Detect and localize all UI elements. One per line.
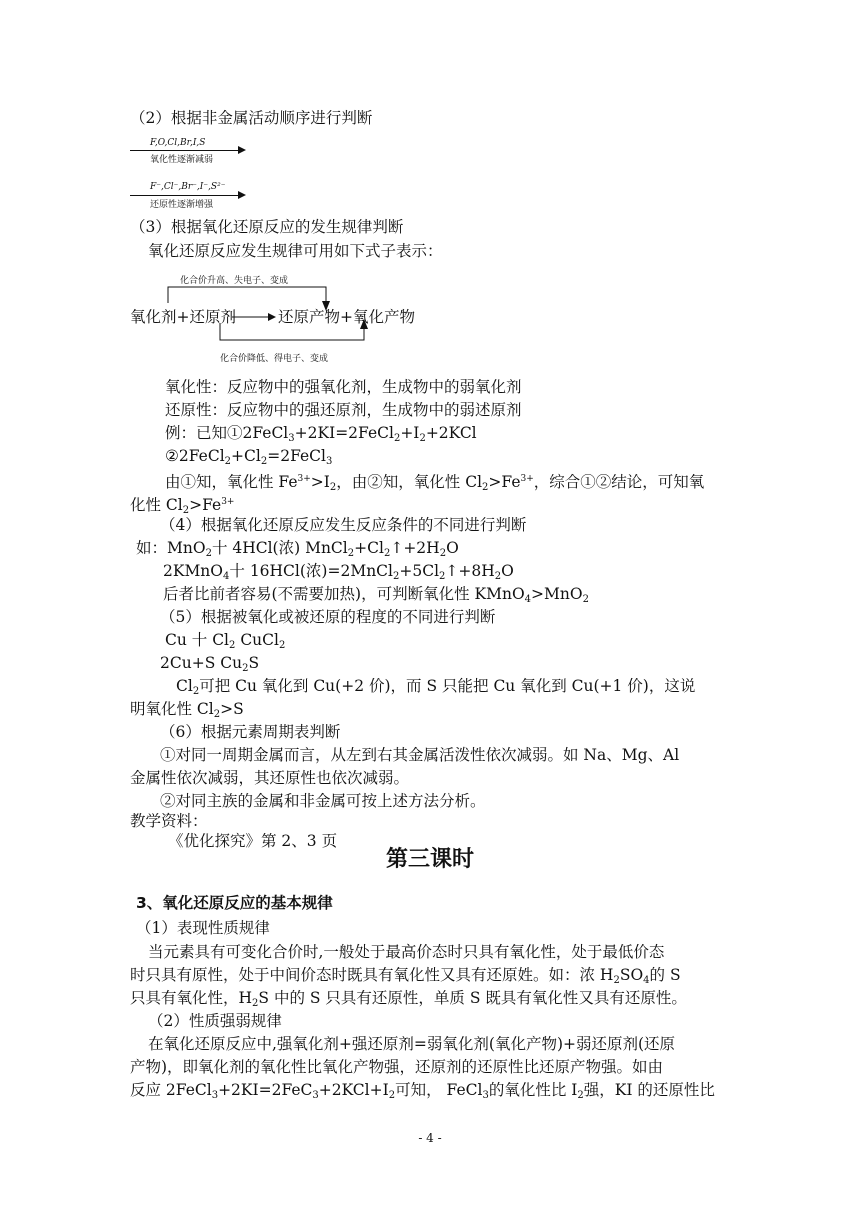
- section-4-title: （4）根据氧化还原反应发生反应条件的不同进行判断: [160, 516, 527, 534]
- rule-1-line-2: 时只具有原性，处于中间价态时既具有氧化性又具有还原姓。如：浓 $H_2SO_4$的 S: [130, 966, 681, 986]
- example-1: 例：已知$①2FeCl_3+2KI=2FeCl_2+I_2+2KCl$: [165, 424, 477, 444]
- arrow1-head-icon: [238, 146, 246, 154]
- rules-heading: 3、氧化还原反应的基本规律: [136, 894, 333, 912]
- diagram-bottom-label: 化合价降低、得电子、变成: [220, 354, 329, 364]
- conclusion-line-1: 由①知，氧化性 $Fe^{3+}>I_2$，由②知，氧化性 $Cl_2>Fe^{3+}$，综合①②结论，可知氧: [165, 473, 705, 493]
- section-6-line-1: ①对同一周期金属而言，从左到右其金属活泼性依次减弱。如 Na、Mg、Al: [160, 746, 680, 764]
- arrow1-top-label: F,O,Cl,Br,I,S: [150, 138, 206, 148]
- arrow2-bottom-label: 还原性逐渐增强: [150, 200, 214, 210]
- section-3-intro: 氧化还原反应发生规律可用如下式子表示：: [148, 242, 443, 260]
- reducing-rule: 还原性：反应物中的强还原剂，生成物中的弱述原剂: [165, 401, 522, 419]
- lesson-heading: 第三课时: [385, 847, 474, 872]
- section-5-conclusion-2: 明氧化性 $Cl_2>S$: [130, 700, 244, 720]
- section-5-conclusion-1: $Cl_2$可把 Cu 氧化到 Cu(+2 价)，而 S 只能把 Cu 氧化到 Cu(+1 价)，这说: [176, 677, 696, 697]
- arrow2-line: [130, 195, 240, 196]
- rule-1-line-1: 当元素具有可变化合价时,一般处于最高价态时只具有氧化性，处于最低价态: [148, 943, 665, 961]
- section-4-conclusion: 后者比前者容易(不需要加热)，可判断氧化性 KMnO$_4$>MnO$_2$: [163, 585, 589, 605]
- rule-2-title: （2）性质强弱规律: [148, 1012, 282, 1030]
- rule-1-title: （1）表现性质规律: [136, 919, 270, 937]
- section-5-example-2: 2Cu+S $Cu_2S$: [160, 654, 260, 674]
- diagram-left: 氧化剂+还原剂: [130, 308, 236, 326]
- section-6-line-3: ②对同主族的金属和非金属可按上述方法分析。: [160, 792, 486, 810]
- arrow2-head-icon: [238, 191, 246, 199]
- section-4-example-1: 如：MnO$_2$十 4HCl(浓) $MnCl_2+Cl_2↑+2H_2O$: [136, 539, 459, 559]
- rule-2-line-1: 在氧化还原反应中,强氧化剂+强还原剂=弱氧化剂(氧化产物)+弱还原剂(还原: [148, 1035, 676, 1053]
- arrow1-bottom-label: 氧化性逐渐减弱: [150, 155, 214, 165]
- page-number: - 4 -: [418, 1131, 442, 1145]
- section-3-title: （3）根据氧化还原反应的发生规律判断: [130, 218, 404, 236]
- example-2: $②2FeCl_2+Cl_2=2FeCl_3$: [165, 447, 333, 467]
- section-5-title: （5）根据被氧化或被还原的程度的不同进行判断: [160, 608, 496, 626]
- section-5-example-1: Cu 十 $Cl_2$ CuCl$_2$: [165, 631, 286, 651]
- rule-2-line-3: 反应 $2FeCl_3+2KI=2FeC_3+2KCl+I_2$可知， FeCl$_3$的氧化性比 $I_2$强，KI 的还原性比: [130, 1081, 715, 1101]
- oxidizing-rule: 氧化性：反应物中的强氧化剂，生成物中的弱氧化剂: [165, 378, 522, 396]
- section-2-title: （2）根据非金属活动顺序进行判断: [130, 109, 373, 127]
- arrow1-line: [130, 150, 240, 151]
- teaching-materials: 教学资料：: [130, 812, 208, 830]
- section-4-example-2: 2KMnO$_4$十 16HCl(浓)$=2MnCl_2+5Cl_2↑+8H_2O$: [163, 562, 514, 582]
- conclusion-line-2: 化性 $Cl_2>Fe^{3+}$: [130, 496, 235, 516]
- teaching-reference: 《优化探究》第 2、3 页: [168, 832, 338, 850]
- section-6-line-2: 金属性依次减弱，其还原性也依次减弱。: [130, 769, 410, 787]
- diagram-top-label: 化合价升高、失电子、变成: [180, 276, 289, 286]
- diagram-right: 还原产物+氧化产物: [278, 308, 415, 326]
- section-6-title: （6）根据元素周期表判断: [160, 723, 341, 741]
- rule-1-line-3: 只具有氧化性，$H_2S$ 中的 S 只具有还原性，单质 S 既具有氧化性又具有还原性。: [130, 989, 687, 1009]
- rule-2-line-2: 产物)，即氧化剂的氧化性比氧化产物强，还原剂的还原性比还原产物强。如由: [130, 1058, 664, 1076]
- arrow2-top-label: F⁻,Cl⁻,Br⁻,I⁻,S²⁻: [150, 182, 226, 192]
